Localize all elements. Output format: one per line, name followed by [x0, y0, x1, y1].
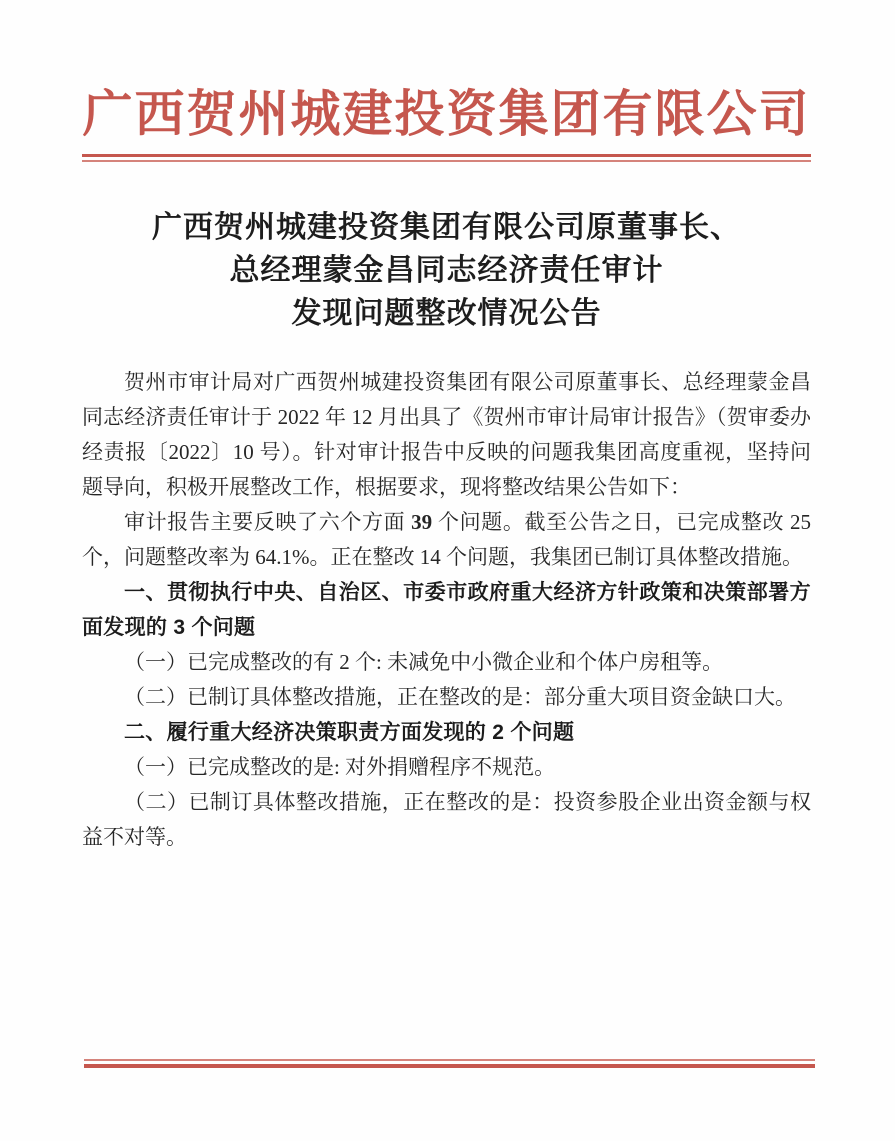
section-1-item-1: （一）已完成整改的有 2 个: 未减免中小微企业和个体户房租等。 [124, 650, 724, 674]
document-title-line-3: 发现问题整改情况公告 [291, 297, 602, 330]
footer-divider [84, 1059, 815, 1068]
section-1-item-2: （二）已制订具体整改措施，正在整改的是：部分重大项目资金缺口大。 [124, 685, 796, 709]
section-2-item-1: （一）已完成整改的是: 对外捐赠程序不规范。 [124, 755, 556, 779]
section-1-heading: 一、贯彻执行中央、自治区、市委市政府重大经济方针政策和决策部署方面发现的 3 个问题 [82, 581, 811, 639]
document-title [82, 206, 811, 335]
document-body [82, 365, 811, 855]
company-letterhead: 广西贺州城建投资集团有限公司 [82, 86, 811, 142]
paragraph-summary [82, 505, 811, 575]
document-title-line-2: 总经理蒙金昌同志经济责任审计 [229, 254, 664, 287]
section-2-heading: 二、履行重大经济决策职责方面发现的 2 个问题 [124, 721, 575, 744]
paragraph-intro: 贺州市审计局对广西贺州城建投资集团有限公司原董事长、总经理蒙金昌同志经济责任审计于 2022 年 12 月出具了《贺州市审计局审计报告》（贺审委办经责报〔2022〕10 号）。针对审计报告中反映的问题我集团高度重视，坚持问题导向，积极开展整改工作，根据要求，现将整改结果公告如下： [82, 370, 811, 499]
footer-thick-bar [84, 1064, 815, 1068]
summary-text-pre: 审计报告主要反映了六个方面 [124, 510, 412, 534]
divider-thin-bar [82, 160, 811, 162]
letterhead-divider [82, 154, 811, 162]
problem-count-bold: 39 [411, 510, 433, 534]
document-title-line-1: 广西贺州城建投资集团有限公司原董事长、 [152, 211, 741, 244]
letterhead-section [82, 0, 811, 162]
section-2-item-2: （二）已制订具体整改措施，正在整改的是：投资参股企业出资金额与权益不对等。 [82, 790, 811, 849]
summary-text-post: 个问题。截至公告之日，已完成整改 25 个，问题整改率为 64.1%。正在整改 14 个问题，我集团已制订具体整改措施。 [82, 510, 811, 569]
